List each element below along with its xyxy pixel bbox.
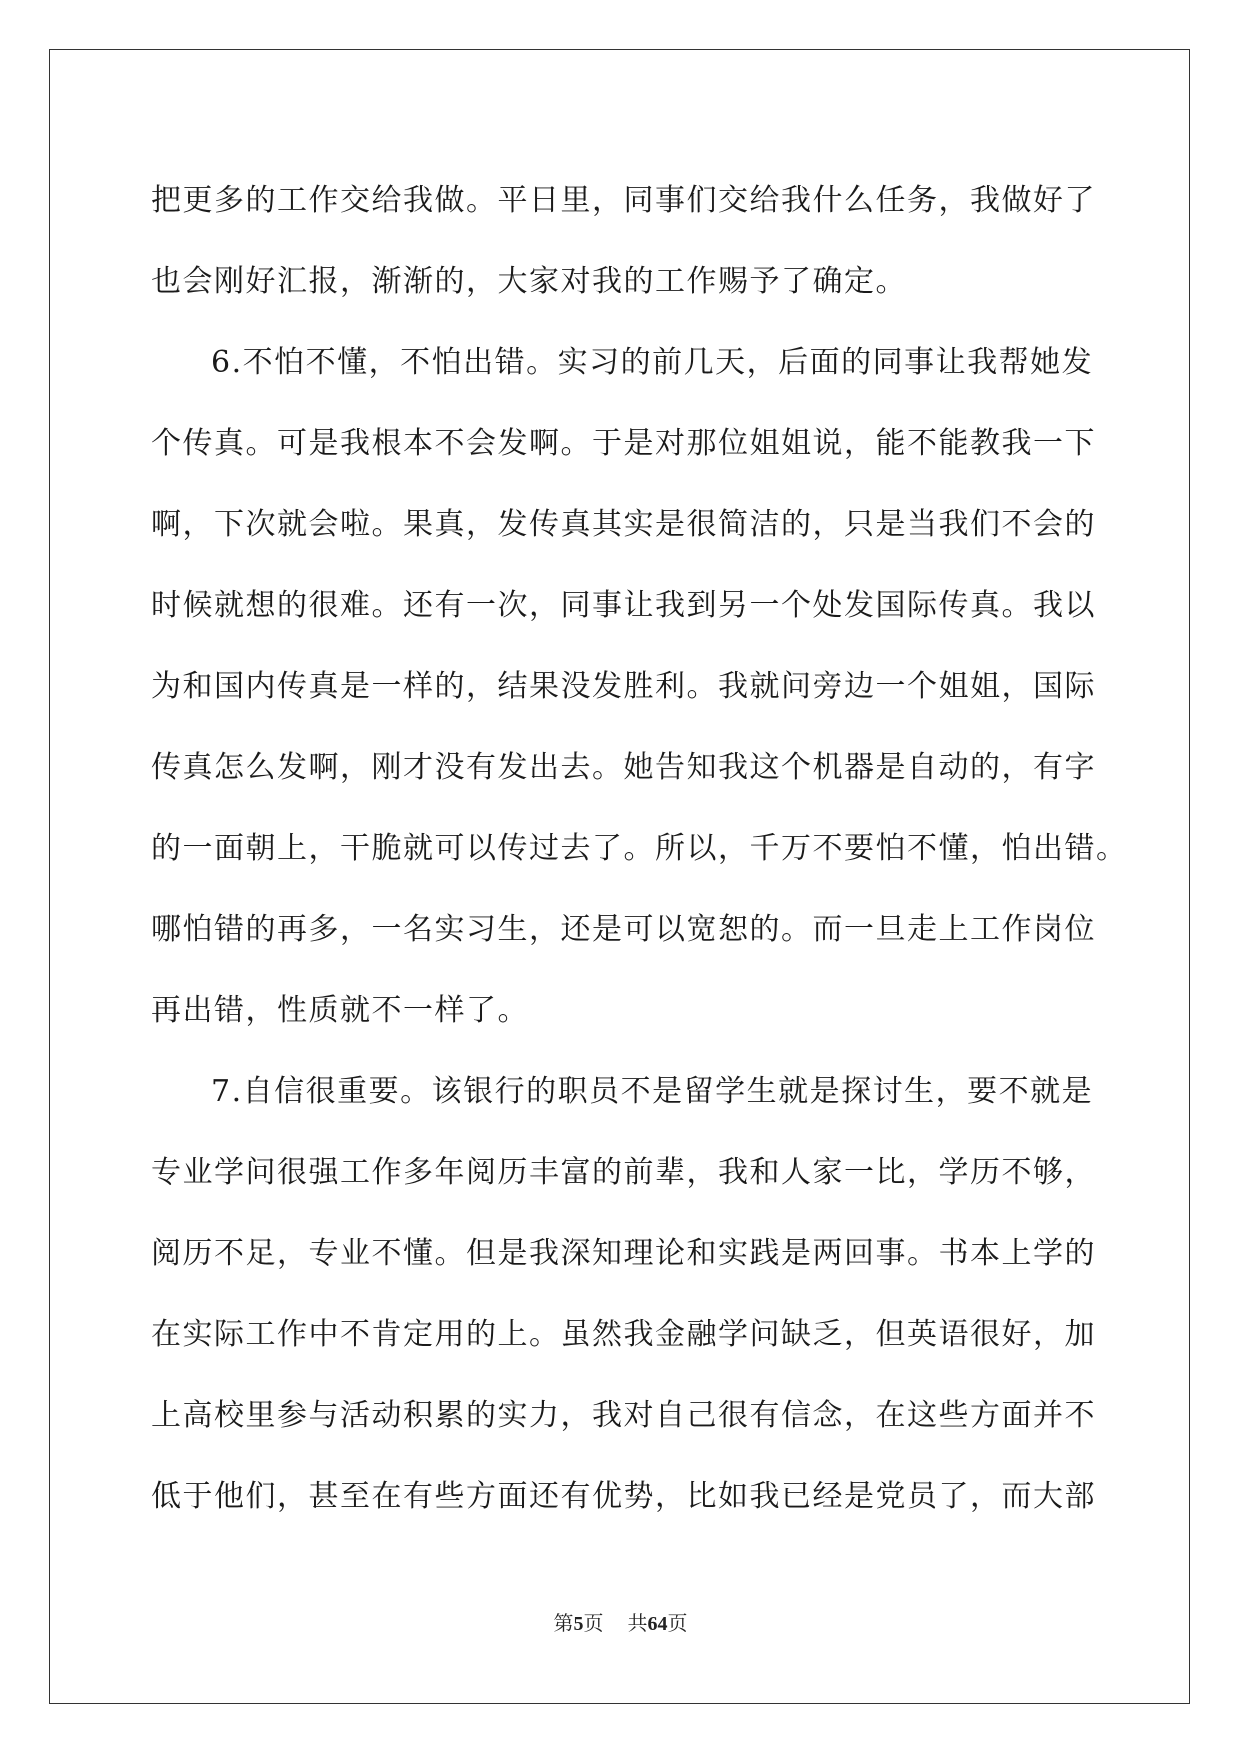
page-total-label: 共64页 <box>627 1611 688 1635</box>
text-line: 在实际工作中不肯定用的上。虽然我金融学问缺乏，但英语很好，加 <box>151 1317 1096 1352</box>
text-line: 上高校里参与活动积累的实力，我对自己很有信念，在这些方面并不 <box>151 1398 1096 1433</box>
page-footer <box>0 1607 1241 1636</box>
text-line: 啊，下次就会啦。果真，发传真其实是很简洁的，只是当我们不会的 <box>151 507 1096 542</box>
page-number-label: 第5页 <box>553 1611 604 1635</box>
text-line: 把更多的工作交给我做。平日里，同事们交给我什么任务，我做好了 <box>151 183 1096 218</box>
text-line: 的一面朝上，干脆就可以传过去了。所以，千万不要怕不懂，怕出错。 <box>151 831 1128 866</box>
text-line: 阅历不足，专业不懂。但是我深知理论和实践是两回事。书本上学的 <box>151 1236 1096 1271</box>
text-line: 6.不怕不懂，不怕出错。实习的前几天，后面的同事让我帮她发 <box>211 345 1094 380</box>
paragraph-1 <box>151 160 1096 322</box>
text-line: 哪怕错的再多，一名实习生，还是可以宽恕的。而一旦走上工作岗位 <box>151 912 1096 947</box>
text-line: 再出错，性质就不一样了。 <box>151 993 529 1028</box>
text-line: 低于他们，甚至在有些方面还有优势，比如我已经是党员了，而大部 <box>151 1479 1096 1514</box>
text-line: 也会刚好汇报，渐渐的，大家对我的工作赐予了确定。 <box>151 264 907 299</box>
text-line: 专业学问很强工作多年阅历丰富的前辈，我和人家一比，学历不够， <box>151 1155 1096 1190</box>
paragraph-3 <box>151 1051 1096 1537</box>
text-line: 7.自信很重要。该银行的职员不是留学生就是探讨生，要不就是 <box>211 1074 1094 1109</box>
text-line: 为和国内传真是一样的，结果没发胜利。我就问旁边一个姐姐，国际 <box>151 669 1096 704</box>
text-line: 传真怎么发啊，刚才没有发出去。她告知我这个机器是自动的，有字 <box>151 750 1096 785</box>
document-body <box>151 160 1128 1537</box>
text-line: 个传真。可是我根本不会发啊。于是对那位姐姐说，能不能教我一下 <box>151 426 1096 461</box>
text-line: 时候就想的很难。还有一次，同事让我到另一个处发国际传真。我以 <box>151 588 1096 623</box>
paragraph-2 <box>151 322 1128 1051</box>
